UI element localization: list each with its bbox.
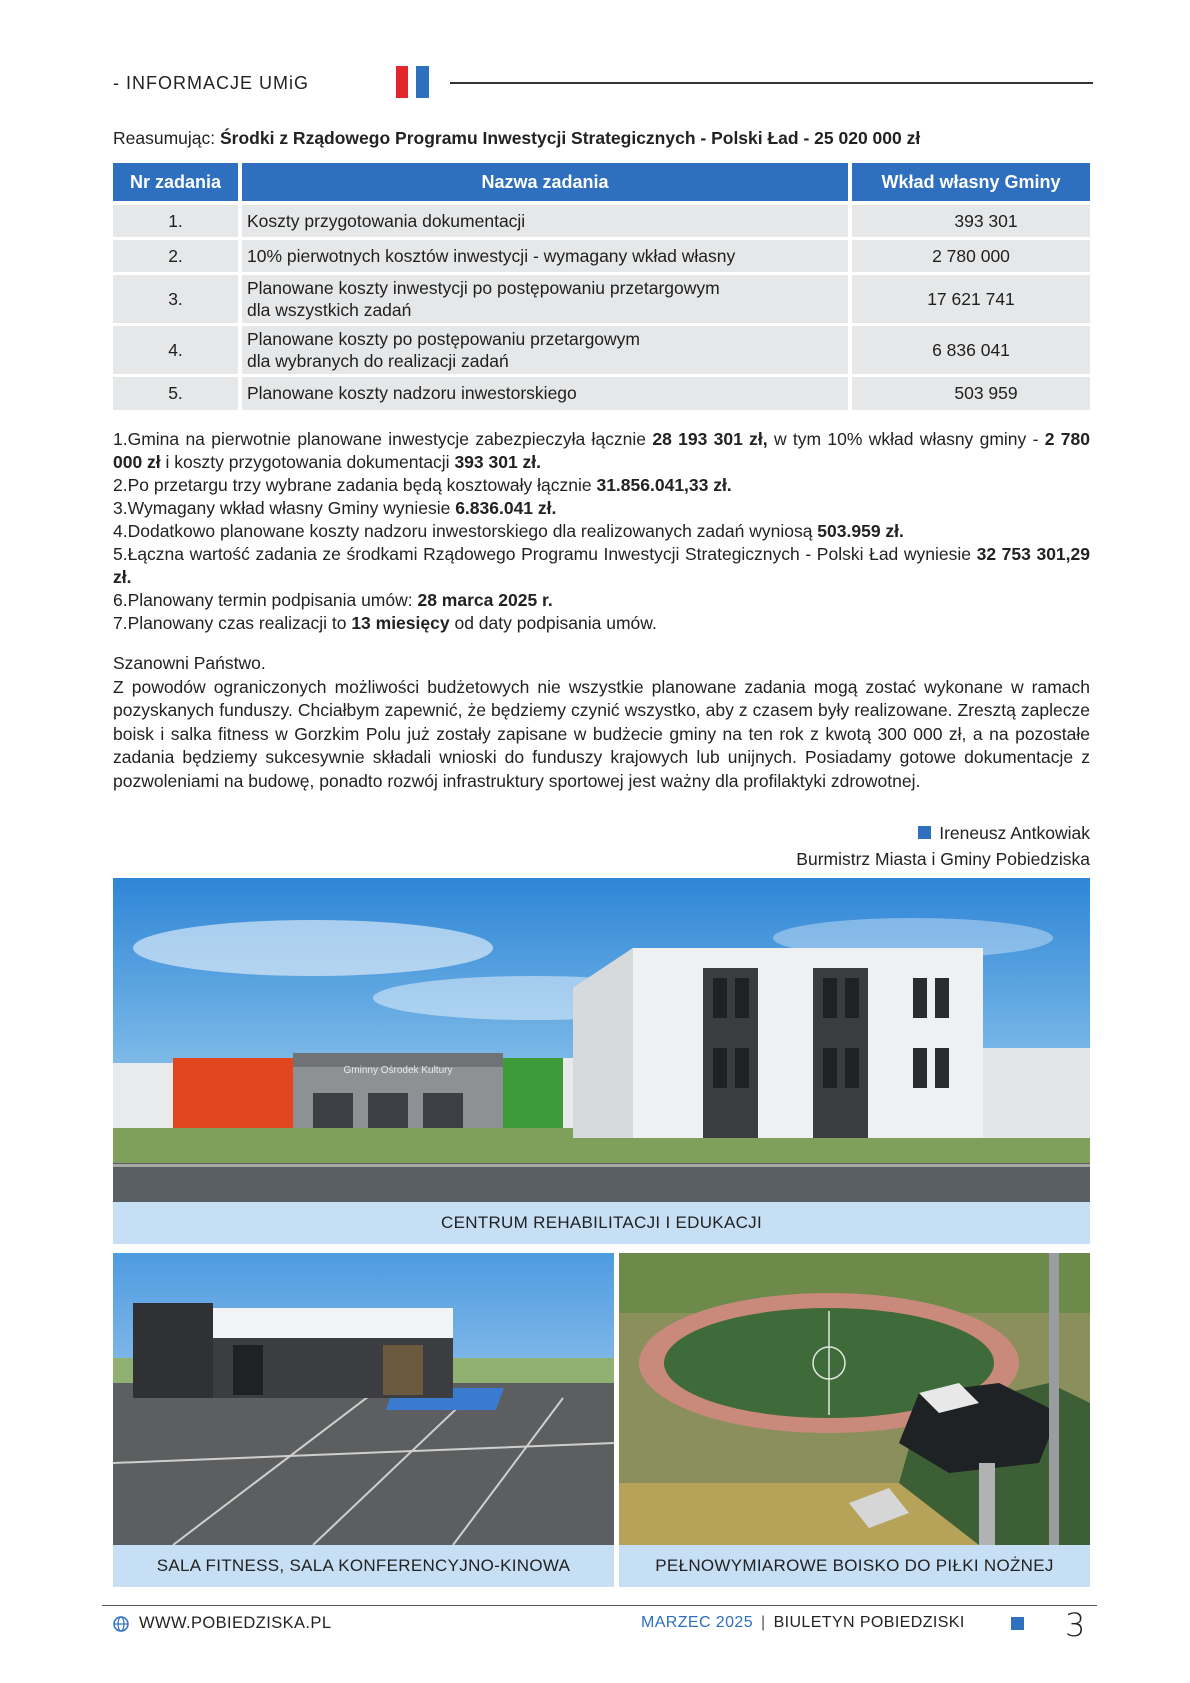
fitness-hall-image [113, 1253, 614, 1545]
rehab-center-caption: CENTRUM REHABILITACJI I EDUKACJI [113, 1202, 1090, 1244]
row-name: Planowane koszty nadzoru inwestorskiego [242, 377, 848, 410]
football-pitch-render [619, 1253, 1090, 1545]
row-nr: 4. [113, 326, 238, 374]
row-nr: 1. [113, 205, 238, 237]
row-value: 393 301 [852, 205, 1090, 237]
globe-icon [113, 1616, 129, 1632]
note-7: 7.Planowany czas realizacji to 13 miesięcy od daty podpisania umów. [113, 613, 657, 633]
summary-line [113, 128, 920, 149]
issue-month: MARZEC 2025 [641, 1614, 753, 1631]
note-2: 2.Po przetargu trzy wybrane zadania będą kosztowały łącznie 31.856.041,33 zł. [113, 475, 732, 495]
football-pitch-caption: PEŁNOWYMIAROWE BOISKO DO PIŁKI NOŻNEJ [619, 1545, 1090, 1587]
summary-title: Środki z Rządowego Programu Inwestycji Strategicznych - Polski Ład - 25 020 000 zł [220, 128, 921, 148]
letter-body: Z powodów ograniczonych możliwości budżetowych nie wszystkie planowane zadania mogą zostać wykonane w ramach pozyskanych funduszy. Chciałbym zapewnić, że będziemy czynić wszystko, aby z czasem były realizowane. Zresztą zaplecze boisk i salka fitness w Gorzkim Polu już zostały zapisane w budżecie gminy na ten rok z kwotą 300 000 zł, a na pozostałe zadania będziemy sukcesywnie składali wnioski do funduszy krajowych lub unijnych. Posiadamy gotowe dokumentacje z pozwoleniami na budowę, ponadto rozwój infrastruktury sportowej jest ważny dla profilaktyki zdrowotnej. [113, 676, 1090, 791]
footer-divider [102, 1605, 1097, 1606]
note-6: 6.Planowany termin podpisania umów: 28 marca 2025 r. [113, 590, 553, 610]
header-value: Wkład własny Gminy [852, 163, 1090, 201]
row-name [242, 275, 848, 323]
table-header [113, 163, 1090, 201]
note-3: 3.Wymagany wkład własny Gminy wyniesie 6.836.041 zł. [113, 498, 557, 518]
table-row [113, 377, 1090, 410]
table-row [113, 205, 1090, 237]
note-4: 4.Dodatkowo planowane koszty nadzoru inwestorskiego dla realizowanych zadań wyniosą 503.959 zł. [113, 521, 904, 541]
row-value: 17 621 741 [852, 275, 1090, 323]
signer-title: Burmistrz Miasta i Gminy Pobiedziska [796, 849, 1090, 869]
row-nr: 3. [113, 275, 238, 323]
table-row [113, 275, 1090, 323]
row-name: Koszty przygotowania dokumentacji [242, 205, 848, 237]
row-name-line1: Planowane koszty inwestycji po postępowaniu przetargowym [247, 278, 720, 298]
signer-name: Ireneusz Antkowiak [939, 823, 1090, 843]
fitness-hall-caption: SALA FITNESS, SALA KONFERENCYJNO-KINOWA [113, 1545, 614, 1587]
website-link[interactable]: WWW.POBIEDZISKA.PL [139, 1614, 332, 1632]
publication-name: BIULETYN POBIEDZISKI [773, 1614, 965, 1631]
row-nr: 2. [113, 240, 238, 272]
row-value: 503 959 [852, 377, 1090, 410]
table-row [113, 240, 1090, 272]
row-name-line2: dla wszystkich zadań [247, 300, 412, 320]
header-name: Nazwa zadania [242, 163, 848, 201]
row-nr: 5. [113, 377, 238, 410]
row-value: 2 780 000 [852, 240, 1090, 272]
note-5: 5.Łączna wartość zadania ze środkami Rządowego Programu Inwestycji Strategicznych - Polski Ład wyniesie 32 753 301,29 zł. [113, 544, 1090, 587]
football-pitch-image [619, 1253, 1090, 1545]
fitness-hall-render [113, 1253, 614, 1545]
header-divider [450, 82, 1093, 84]
row-name-line2: dla wybranych do realizacji zadań [247, 351, 509, 371]
row-name-line1: Planowane koszty po postępowaniu przetargowym [247, 329, 640, 349]
section-title: - INFORMACJE UMiG [113, 73, 309, 93]
row-name [242, 326, 848, 374]
rehab-center-image [113, 878, 1090, 1202]
letter-greeting: Szanowni Państwo. [113, 653, 266, 673]
square-bullet-icon [1011, 1617, 1024, 1630]
row-name: 10% pierwotnych kosztów inwestycji - wymagany wkład własny [242, 240, 848, 272]
table-row [113, 326, 1090, 374]
flag-icon [396, 66, 436, 98]
row-value: 6 836 041 [852, 326, 1090, 374]
square-bullet-icon [918, 826, 931, 839]
footer-issue [641, 1614, 965, 1632]
note-1: 1.Gmina na pierwotnie planowane inwestycje zabezpieczyła łącznie 28 193 301 zł, w tym 10% wkład własny gminy - 2 780 000 zł i koszty przygotowania dokumentacji 393 301 zł. [113, 429, 1090, 472]
summary-prefix: Reasumując: [113, 128, 220, 148]
header-nr: Nr zadania [113, 163, 238, 201]
footer-separator: | [761, 1614, 766, 1631]
letter-text [113, 652, 1090, 794]
signature [796, 820, 1090, 872]
page-header [113, 64, 1093, 100]
building-sign-text: Gminny Ośrodek Kultury [343, 1065, 453, 1076]
page-number: 3 [1065, 1606, 1086, 1644]
numbered-notes [113, 428, 1090, 635]
footer-website[interactable] [113, 1614, 331, 1633]
rehab-center-render [113, 878, 1090, 1202]
